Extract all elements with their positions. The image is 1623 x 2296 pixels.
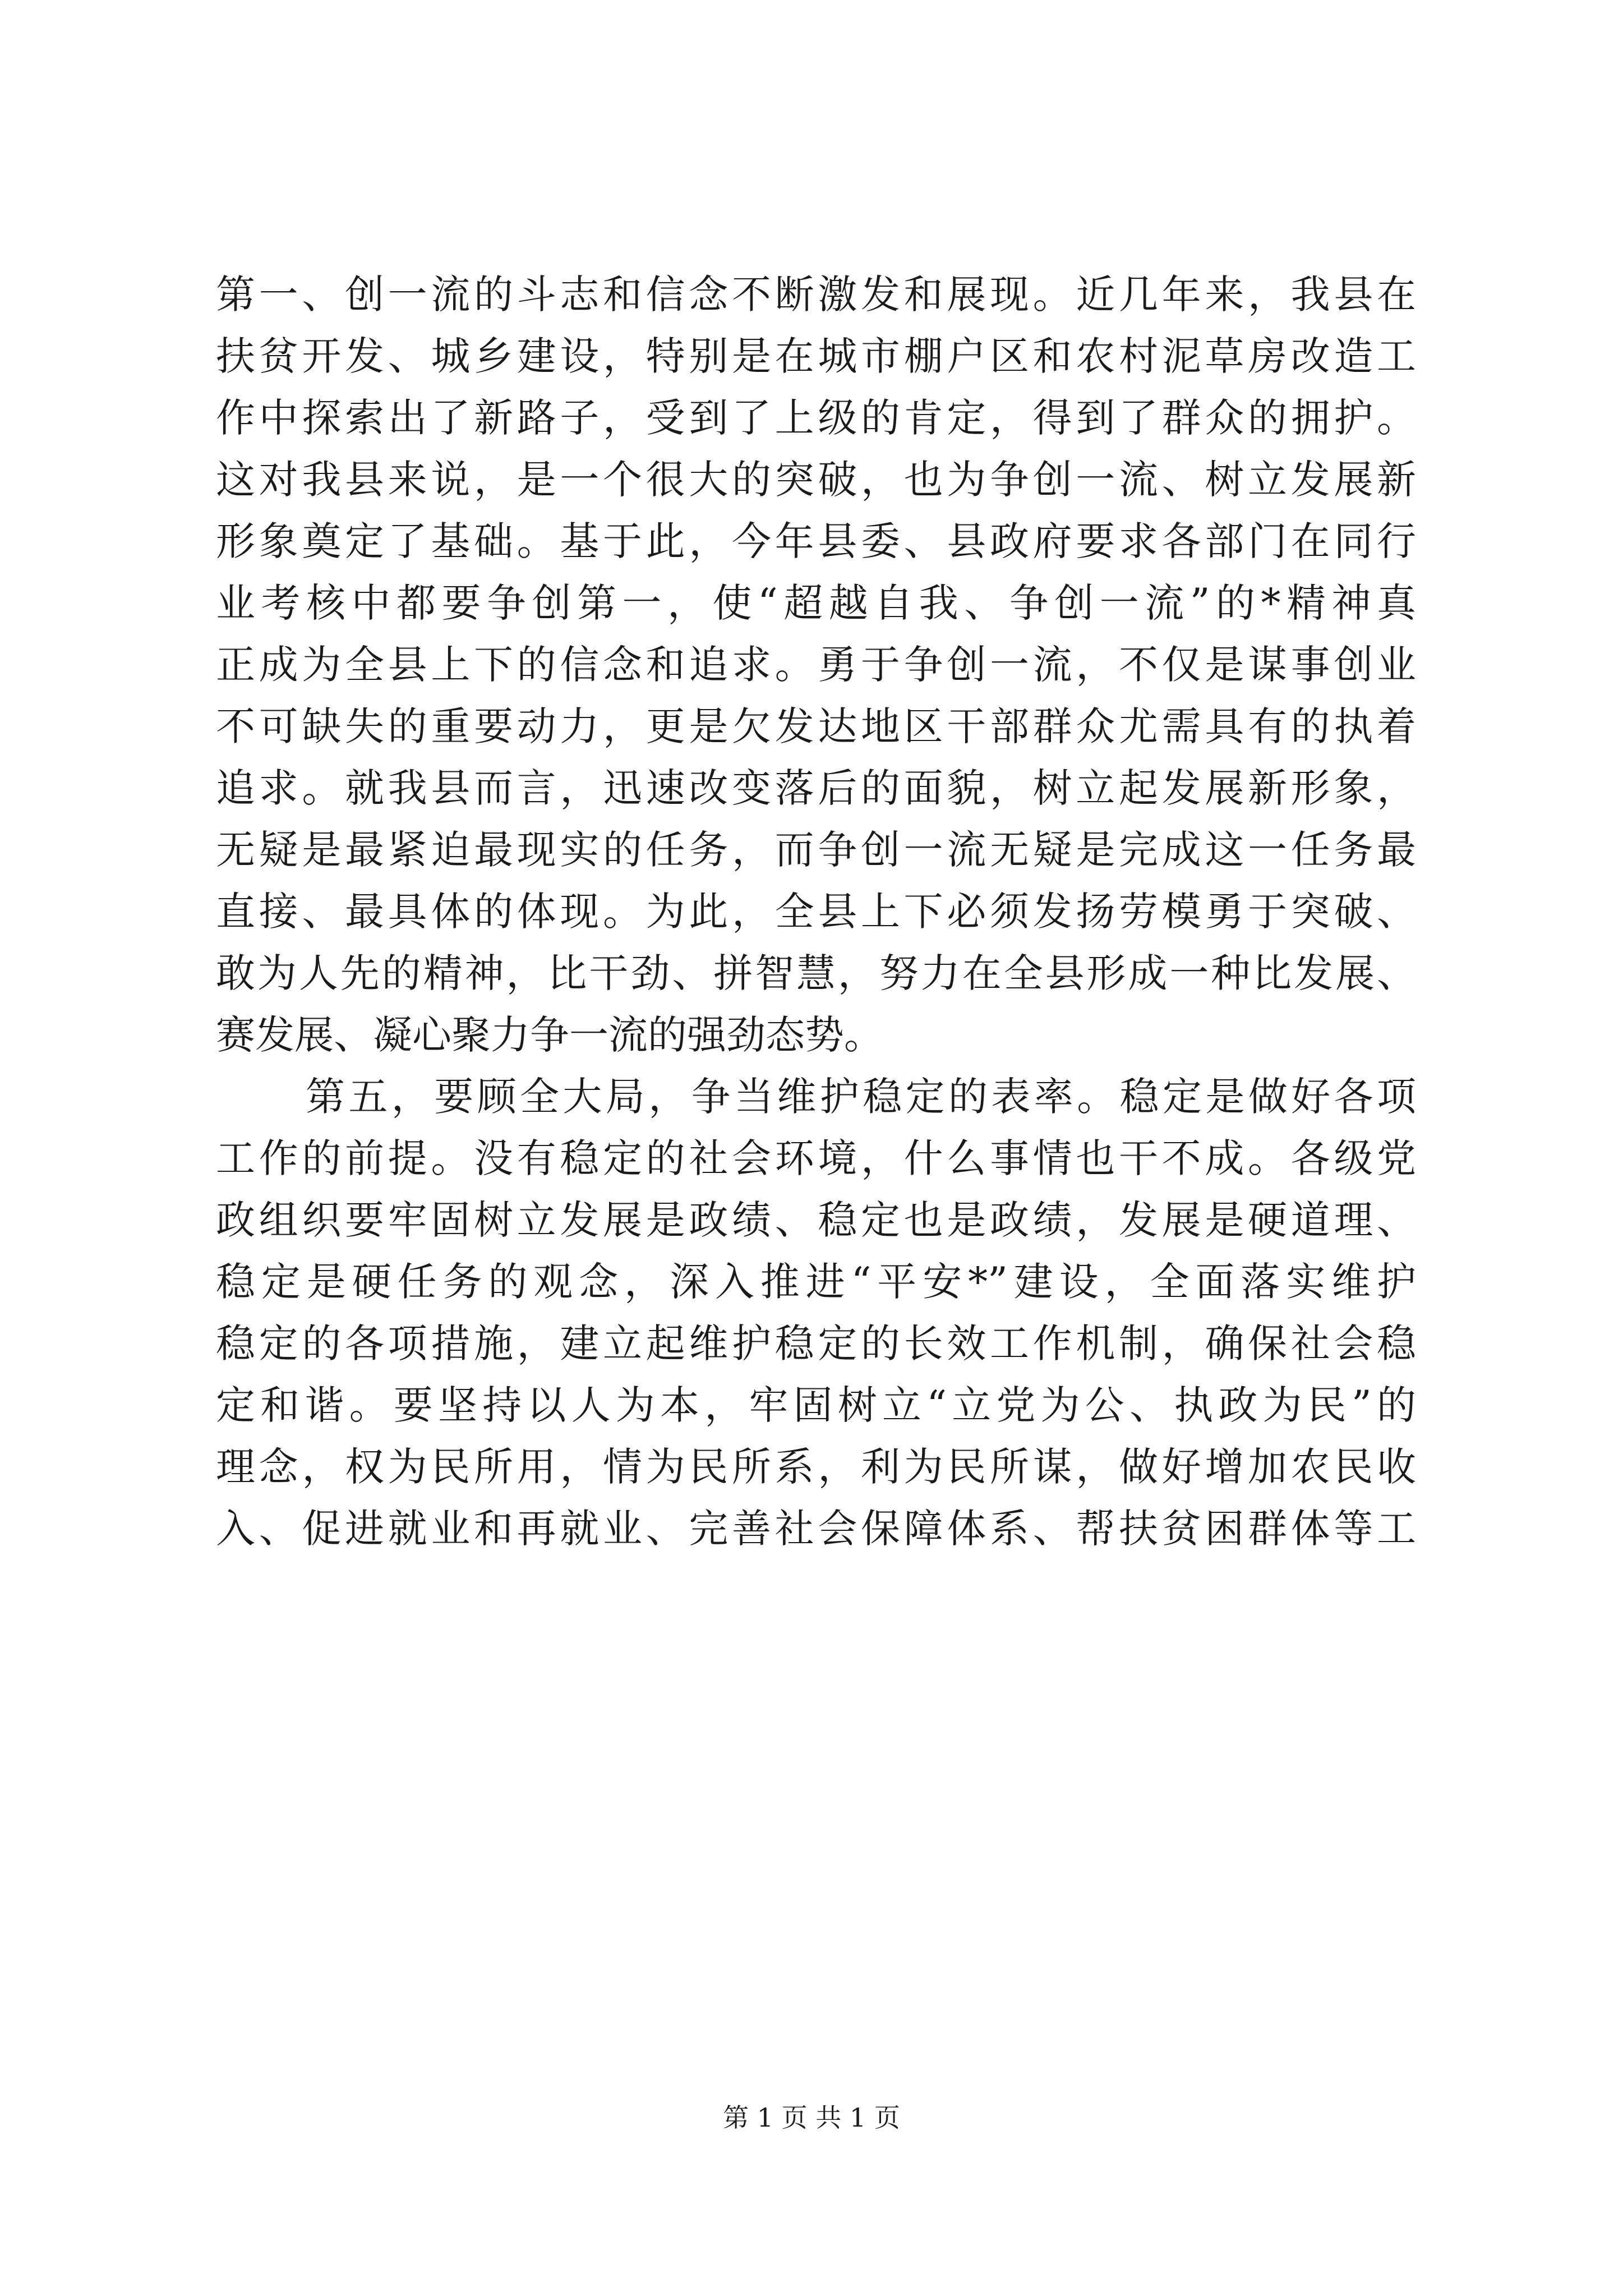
text-line: 理念，权为民所用，情为民所系，利为民所谋，做好增加农民收 (216, 1444, 1416, 1490)
text-line: 追求。就我县而言，迅速改变落后的面貌，树立起发展新形象， (216, 765, 1416, 811)
text-line: 敢为人先的精神，比干劲、拼智慧，努力在全县形成一种比发展、 (216, 950, 1416, 996)
text-line: 作中探索出了新路子，受到了上级的肯定，得到了群众的拥护。 (216, 395, 1416, 441)
text-line: 稳定的各项措施，建立起维护稳定的长效工作机制，确保社会稳 (216, 1320, 1416, 1366)
text-line: 直接、最具体的体现。为此，全县上下必须发扬劳模勇于突破、 (216, 889, 1416, 935)
text-line: 形象奠定了基础。基于此，今年县委、县政府要求各部门在同行 (216, 518, 1416, 564)
text-line: 扶贫开发、城乡建设，特别是在城市棚户区和农村泥草房改造工 (216, 333, 1416, 379)
text-line: 入、促进就业和再就业、完善社会保障体系、帮扶贫困群体等工 (216, 1506, 1416, 1552)
paragraph-1 (216, 264, 1416, 1066)
paragraph-2 (216, 1066, 1416, 1559)
text-line: 第五，要顾全大局，争当维护稳定的表率。稳定是做好各项 (306, 1074, 1416, 1120)
text-line: 稳定是硬任务的观念，深入推进“平安*”建设，全面落实维护 (216, 1259, 1416, 1305)
text-line: 这对我县来说，是一个很大的突破，也为争创一流、树立发展新 (216, 457, 1416, 503)
text-line: 工作的前提。没有稳定的社会环境，什么事情也干不成。各级党 (216, 1135, 1416, 1181)
text-line: 无疑是最紧迫最现实的任务，而争创一流无疑是完成这一任务最 (216, 827, 1416, 873)
text-line: 第一、创一流的斗志和信念不断激发和展现。近几年来，我县在 (216, 272, 1416, 318)
text-line: 不可缺失的重要动力，更是欠发达地区干部群众尤需具有的执着 (216, 703, 1416, 749)
text-line: 赛发展、凝心聚力争一流的强劲态势。 (216, 1012, 883, 1058)
page-number-label: 第 1 页 共 1 页 (723, 2102, 900, 2133)
document-body (216, 264, 1416, 1559)
text-line: 正成为全县上下的信念和追求。勇于争创一流，不仅是谋事创业 (216, 642, 1416, 688)
text-line: 政组织要牢固树立发展是政绩、稳定也是政绩，发展是硬道理、 (216, 1197, 1416, 1243)
text-line: 业考核中都要争创第一，使“超越自我、争创一流”的*精神真 (216, 580, 1416, 626)
text-line: 定和谐。要坚持以人为本，牢固树立“立党为公、执政为民”的 (216, 1382, 1416, 1428)
page-footer (0, 2101, 1623, 2134)
